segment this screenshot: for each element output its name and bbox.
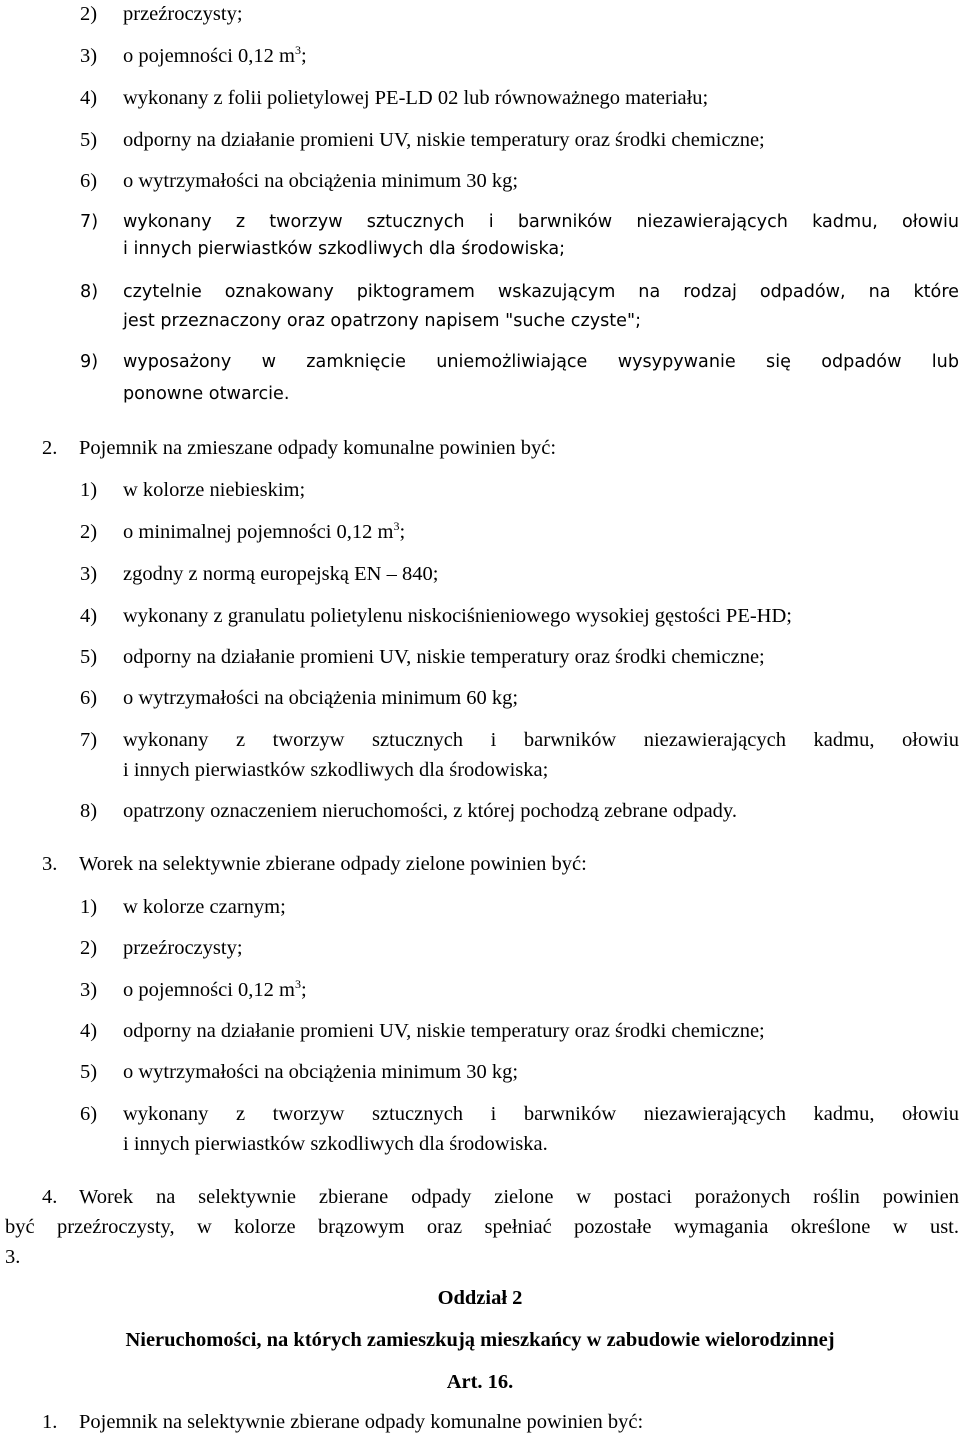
article-heading: Art. 16.	[446, 1371, 514, 1393]
division-subtitle: Nieruchomości, na których zamieszkują mieszkańcy w zabudowie wielorodzinnej	[125, 1329, 835, 1351]
division-title: Oddział 2	[437, 1287, 523, 1309]
document-page: 2) przeźroczysty; 3) o pojemności 0,12 $m^3$; 4) wykonany z folii polietylowej PE-LD 02 lub równoważnego materiału; 5) odporny na działanie promieni UV, niskie temperatury oraz środki chemiczne; 6) o wytrzymałości na obciążenia minimum 30 kg; 7) wykonany z tworzyw sztucznych i barwników niezawierających kadmu, ołowiu i innych pierwiastków szkodliwych dla środowiska; 8) czytelnie oznakowany piktogramem wskazującym na rodzaj odpadów, na które jest przeznaczony oraz opatrzony napisem "suche czyste"; 9) wyposażony w zamknięcie uniemożliwiające wysypywanie się odpadów lub ponowne otwarcie. 2. Pojemnik na zmieszane odpady komunalne powinien być: 1) w kolorze niebieskim; 2) o minimalnej pojemności 0,12 $m^3$; 3) zgodny z normą europejską EN – 840; 4) wykonany z granulatu polietylenu niskociśnieniowego wysokiej gęstości PE-HD; 5) odporny na działanie promieni UV, niskie temperatury oraz środki chemiczne; 6) o wytrzymałości na obciążenia minimum 60 kg; 7) wykonany z tworzyw sztucznych i barwników niezawierających kadmu, ołowiu i innych pierwiastków szkodliwych dla środowiska; 8) opatrzony oznaczeniem nieruchomości, z której pochodzą zebrane odpady. 3. Worek na selektywnie zbierane odpady zielone powinien być: 1) w kolorze czarnym; 2) przeźroczysty; 3) o pojemności 0,12 $m^3$; 4) odporny na działanie promieni UV, niskie temperatury oraz środki chemiczne; 5) o wytrzymałości na obciążenia minimum 30 kg; 6) wykonany z tworzyw sztucznych i barwników niezawierających kadmu, ołowiu i innych pierwiastków szkodliwych dla środowiska. 4. Worek na selektywnie zbierane odpady zielone w postaci porażonych roślin powinien być przeźroczysty, w kolorze brązowym oraz spełniać pozostałe wymagania określone w ust. 3. Oddział 2 Nieruchomości, na których zamieszkują mieszkańcy w zabudowie wielorodzinnej Art. 16. 1. Pojemnik na selektywnie zbierane odpady komunalne powinien być:	[0, 0, 960, 1438]
